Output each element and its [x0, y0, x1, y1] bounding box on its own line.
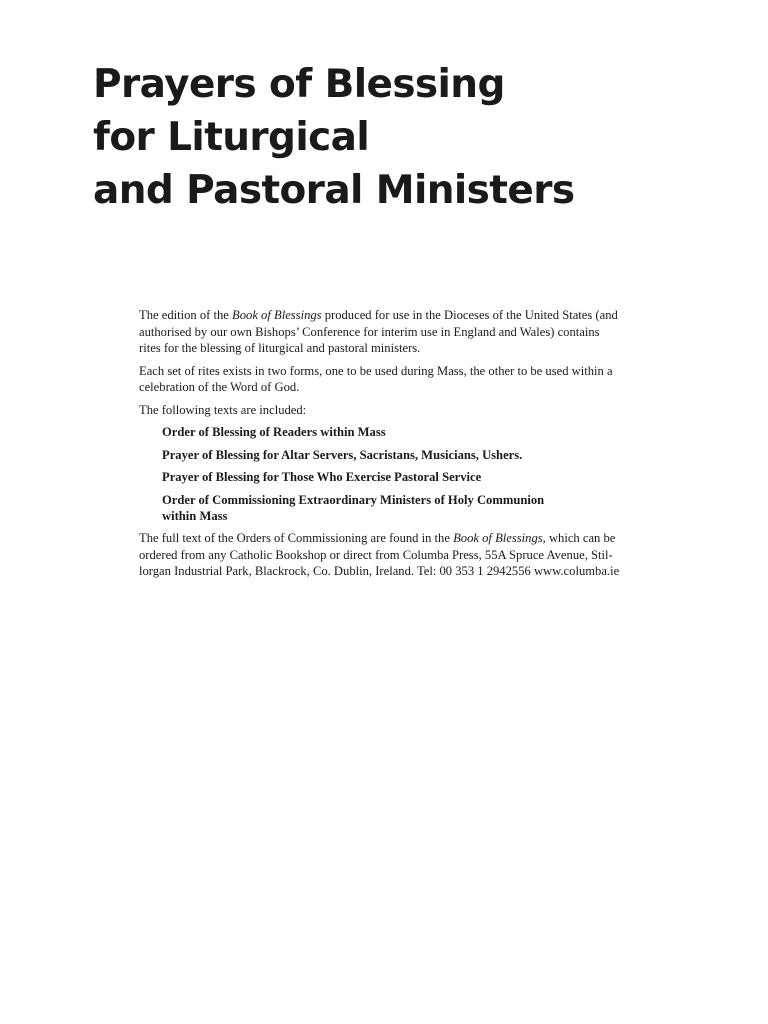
included-label-text: The following texts are included: — [139, 402, 307, 417]
fulltext-paragraph — [139, 530, 674, 580]
fulltext-line-1 — [139, 530, 674, 547]
fulltext-line-3: lorgan Industrial Park, Blackrock, Co. Dublin, Ireland. Tel: 00 353 1 2942556 www.columba.ie — [139, 564, 620, 578]
forms-line-1: Each set of rites exists in two forms, one to be used during Mass, the other to be used within a — [139, 363, 613, 378]
book-title: Book of Blessings, — [453, 531, 546, 545]
fulltext-line-2: ordered from any Catholic Bookshop or direct from Columba Press, 55A Spruce Avenue, Stil- — [139, 547, 613, 562]
list-item-text-continued: within Mass — [162, 508, 228, 523]
fulltext-text-a: The full text of the Orders of Commissioning are found in the — [139, 531, 454, 545]
intro-line-1 — [139, 307, 674, 324]
list-item-text: Prayer of Blessing for Those Who Exercise Pastoral Service — [162, 470, 482, 484]
list-item-text: Order of Commissioning Extraordinary Ministers of Holy Communion — [162, 492, 545, 507]
list-item-text: Prayer of Blessing for Altar Servers, Sacristans, Musicians, Ushers. — [162, 447, 523, 462]
title-line-1: Prayers of Blessing — [93, 62, 505, 107]
book-title: Book of Blessings — [232, 308, 322, 322]
page-title — [93, 58, 574, 217]
list-item — [162, 424, 674, 440]
body-text — [139, 307, 674, 586]
fulltext-text-b: which can be — [545, 531, 616, 545]
included-texts-list — [139, 424, 674, 524]
list-item-text: Order of Blessing of Readers within Mass — [162, 425, 386, 439]
forms-line-2: celebration of the Word of God. — [139, 380, 300, 394]
intro-text-b: produced for use in the Dioceses of the United States (and — [321, 308, 618, 322]
list-item — [162, 492, 674, 524]
list-item — [162, 469, 674, 485]
intro-text-a: The edition of the — [139, 308, 233, 322]
intro-line-2: authorised by our own Bishops’ Conference for interim use in England and Wales) contains — [139, 324, 600, 339]
title-line-3: and Pastoral Ministers — [93, 168, 575, 213]
intro-paragraph — [139, 307, 674, 357]
title-line-2: for Liturgical — [93, 115, 370, 160]
forms-paragraph — [139, 363, 674, 396]
included-label — [139, 402, 674, 419]
intro-line-3: rites for the blessing of liturgical and pastoral ministers. — [139, 341, 421, 355]
list-item — [162, 447, 674, 463]
